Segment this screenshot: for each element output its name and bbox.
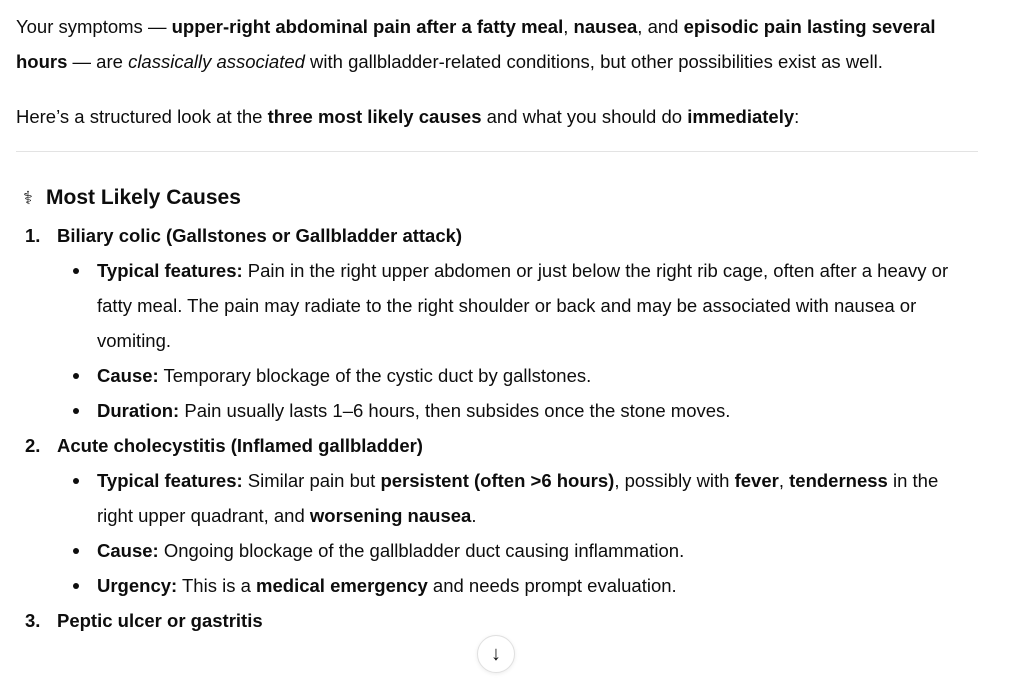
cause-points: [57, 253, 978, 428]
point-text: Similar pain but: [242, 470, 381, 491]
text: Your symptoms —: [16, 16, 172, 37]
point-text: Temporary blockage of the cystic duct by gallstones.: [158, 365, 592, 386]
bold-text: persistent (often >6 hours): [380, 470, 615, 491]
list-number: 3.: [25, 610, 41, 631]
point-text: This is a: [177, 575, 257, 596]
bold-text: episodic pain lasting several hours: [16, 16, 936, 72]
list-item: [57, 533, 978, 568]
point-text: Ongoing blockage of the gallbladder duct causing inflammation.: [158, 540, 685, 561]
list-item-cause-3: [16, 603, 978, 638]
point-label: Urgency:: [97, 575, 178, 596]
text: — are: [67, 51, 129, 72]
list-item: [57, 358, 978, 393]
point-text: and needs prompt evaluation.: [427, 575, 677, 596]
summary-paragraph: [16, 99, 978, 134]
list-item: [57, 568, 978, 603]
text: ,: [563, 16, 574, 37]
scroll-to-bottom-button[interactable]: [477, 635, 515, 673]
list-item: [57, 253, 978, 358]
bold-text: nausea: [573, 16, 638, 37]
divider: [16, 151, 978, 152]
cause-title: Biliary colic (Gallstones or Gallbladder attack): [57, 225, 463, 246]
list-number: 2.: [25, 435, 41, 456]
chat-message: [16, 9, 978, 638]
bold-text: fever: [734, 470, 779, 491]
point-text: .: [471, 505, 477, 526]
text: :: [794, 106, 800, 127]
bold-text: upper-right abdominal pain after a fatty meal: [171, 16, 564, 37]
point-text: Pain usually lasts 1–6 hours, then subsides once the stone moves.: [179, 400, 731, 421]
text: Here’s a structured look at the: [16, 106, 268, 127]
point-text: , possibly with: [614, 470, 735, 491]
section-title: Most Likely Causes: [46, 186, 241, 209]
bold-text: medical emergency: [256, 575, 428, 596]
point-label: Typical features:: [97, 260, 243, 281]
text: and what you should do: [481, 106, 688, 127]
point-label: Typical features:: [97, 470, 243, 491]
point-text: in the right upper quadrant, and: [97, 470, 939, 526]
list-item-cause-1: [16, 218, 978, 428]
bold-text: three most likely causes: [267, 106, 482, 127]
point-text: ,: [778, 470, 790, 491]
cause-title: Acute cholecystitis (Inflamed gallbladder): [57, 435, 423, 456]
point-label: Duration:: [97, 400, 180, 421]
point-text: Pain in the right upper abdomen or just below the right rib cage, often after a heavy or fatty meal. The pain may radiate to the right shoulder or back and may be associated with nausea or vomiting.: [97, 260, 949, 351]
cause-title: Peptic ulcer or gastritis: [57, 610, 263, 631]
italic-text: classically associated: [128, 51, 305, 72]
point-label: Cause:: [97, 540, 159, 561]
list-item-cause-2: [16, 428, 978, 603]
caduceus-icon: ⚕: [23, 188, 33, 208]
intro-paragraph: [16, 9, 978, 79]
list-item: [57, 393, 978, 428]
section-heading: [16, 183, 978, 213]
bold-text: tenderness: [789, 470, 888, 491]
bold-text: immediately: [687, 106, 795, 127]
list-number: 1.: [25, 225, 41, 246]
list-item: [57, 463, 978, 533]
text: , and: [637, 16, 684, 37]
bold-text: worsening nausea: [309, 505, 472, 526]
causes-list: [16, 218, 978, 638]
cause-points: [57, 463, 978, 603]
text: with gallbladder-related conditions, but other possibilities exist as well.: [304, 51, 883, 72]
point-label: Cause:: [97, 365, 159, 386]
arrow-down-icon: ↓: [491, 643, 501, 665]
